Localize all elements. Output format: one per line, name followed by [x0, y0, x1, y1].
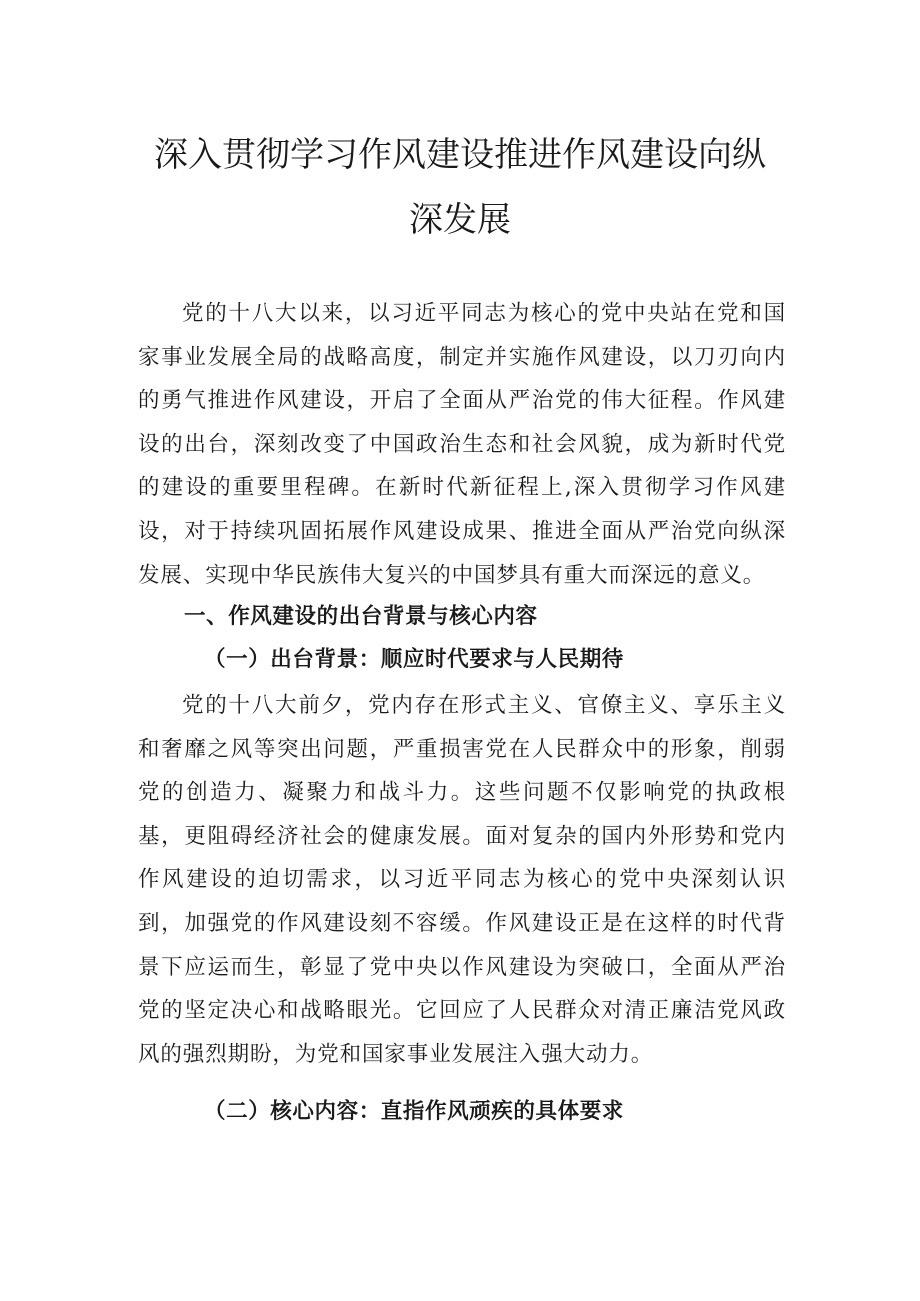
section-heading-1: 一、作风建设的出台背景与核心内容	[184, 604, 538, 629]
intro-paragraph: 党的十八大以来，以习近平同志为核心的党中央站在党和国家事业发展全局的战略高度，制定并实施作风建设，以刀刃向内的勇气推进作风建设，开启了全面从严治党的伟大征程。作风建设的出台，深刻改变了中国政治生态和社会风貌，成为新时代党的建设的重要里程碑。在新时代新征程上,深入贯彻学习作风建设，对于持续巩固拓展作风建设成果、推进全面从严治党向纵深发展、实现中华民族伟大复兴的中国梦具有重大而深远的意义。	[138, 301, 786, 588]
background-paragraph: 党的十八大前夕，党内存在形式主义、官僚主义、享乐主义和奢靡之风等突出问题，严重损害党在人民群众中的形象，削弱党的创造力、凝聚力和战斗力。这些问题不仅影响党的执政根基，更阻碍经济社会的健康发展。面对复杂的国内外形势和党内作风建设的迫切需求，以习近平同志为核心的党中央深刻认识到，加强党的作风建设刻不容缓。作风建设正是在这样的时代背景下应运而生，彰显了党中央以作风建设为突破口，全面从严治党的坚定决心和战略眼光。它回应了人民群众对清正廉洁党风政风的强烈期盼，为党和国家事业发展注入强大动力。	[138, 693, 786, 1067]
document-title-line-2: 深发展	[409, 200, 511, 240]
document-title-line-1: 深入贯彻学习作风建设推进作风建设向纵	[154, 135, 766, 175]
subsection-heading-1: （一）出台背景：顺应时代要求与人民期待	[204, 647, 624, 672]
subsection-heading-2: （二）核心内容：直指作风顽疾的具体要求	[204, 1099, 624, 1124]
